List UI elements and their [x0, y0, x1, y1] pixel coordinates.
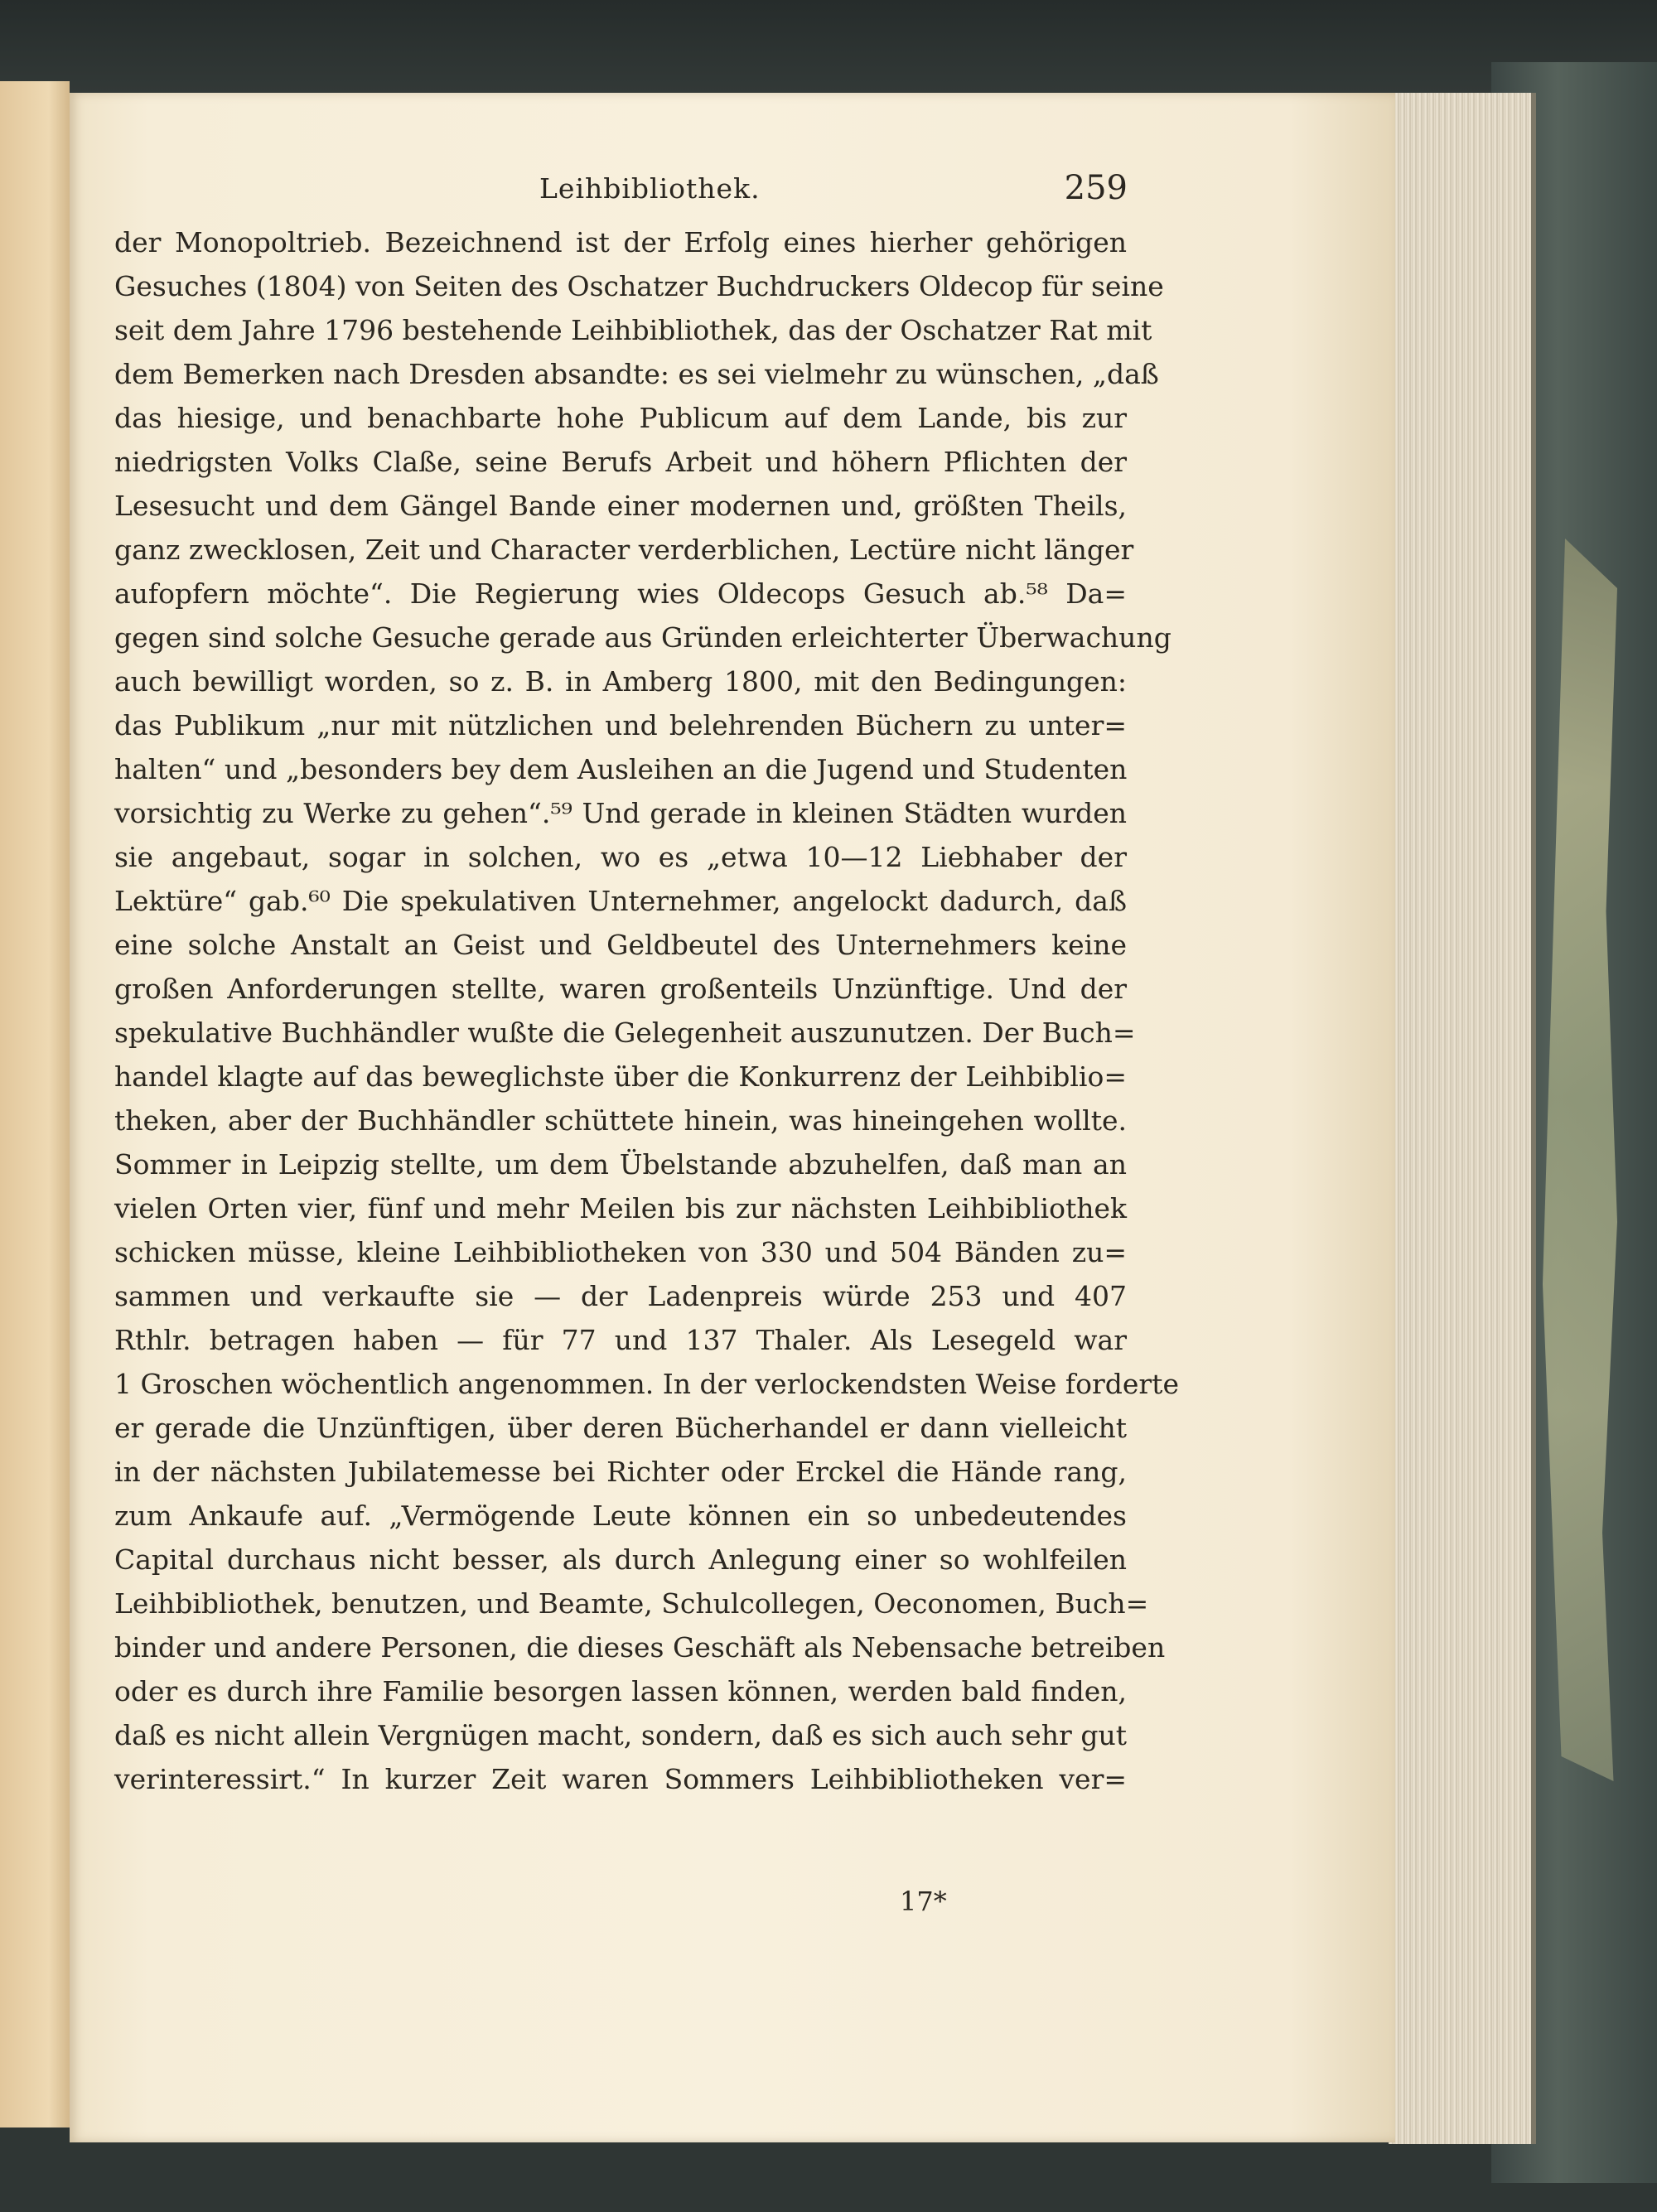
text-line: Capital durchaus nicht besser, als durch Anlegung einer so wohlfeilen [114, 1543, 1127, 1576]
text-line: vielen Orten vier, fünf und mehr Meilen bis zur nächsten Leihbibliothek [114, 1192, 1127, 1224]
signature-mark: 17* [900, 1886, 947, 1917]
text-line: vorsichtig zu Werke zu gehen“.⁵⁹ Und gerade in kleinen Städten wurden [114, 797, 1127, 829]
text-line: gegen sind solche Gesuche gerade aus Gründen erleichterter Überwachung [114, 621, 1171, 654]
text-line: aufopfern möchte“. Die Regierung wies Oldecops Gesuch ab.⁵⁸ Da= [114, 577, 1127, 610]
text-line: auch bewilligt worden, so z. B. in Amberg 1800, mit den Bedingungen: [114, 665, 1127, 698]
text-line: ganz zwecklosen, Zeit und Character verderblichen, Lectüre nicht länger [114, 534, 1134, 566]
text-line: halten“ und „besonders bey dem Ausleihen an die Jugend und Studenten [114, 753, 1128, 785]
text-line: niedrigsten Volks Claße, seine Berufs Arbeit und höhern Pflichten der [114, 446, 1127, 478]
text-line: daß es nicht allein Vergnügen macht, sondern, daß es sich auch sehr gut [114, 1719, 1127, 1751]
text-line: Gesuches (1804) von Seiten des Oschatzer Buchdruckers Oldecop für seine [114, 270, 1164, 302]
text-line: Rthlr. betragen haben — für 77 und 137 Thaler. Als Lesegeld war [114, 1324, 1127, 1356]
text-line: theken, aber der Buchhändler schüttete hinein, was hineingehen wollte. [114, 1104, 1127, 1137]
text-line: sie angebaut, sogar in solchen, wo es „etwa 10—12 Liebhaber der [114, 841, 1127, 873]
text-line: handel klagte auf das beweglichste über die Konkurrenz der Leihbiblio= [114, 1060, 1127, 1093]
text-line: das hiesige, und benachbarte hohe Publicum auf dem Lande, bis zur [114, 402, 1127, 434]
text-line: seit dem Jahre 1796 bestehende Leihbibliothek, das der Oschatzer Rat mit [114, 314, 1152, 346]
text-line: der Monopoltrieb. Bezeichnend ist der Erfolg eines hierher gehörigen [114, 226, 1127, 258]
text-line: binder und andere Personen, die dieses Geschäft als Nebensache betreiben [114, 1631, 1166, 1664]
page-block-edges [1389, 93, 1536, 2144]
text-line: Leihbibliothek, benutzen, und Beamte, Schulcollegen, Oeconomen, Buch= [114, 1587, 1149, 1620]
running-title: Leihbibliothek. [539, 172, 761, 205]
text-line: er gerade die Unzünftigen, über deren Bücherhandel er dann vielleicht [114, 1412, 1127, 1444]
text-line: oder es durch ihre Familie besorgen lassen können, werden bald finden, [114, 1675, 1127, 1707]
text-line: Lesesucht und dem Gängel Bande einer modernen und, größten Theils, [114, 490, 1127, 522]
text-line: in der nächsten Jubilatemesse bei Richter oder Erckel die Hände rang, [114, 1456, 1127, 1488]
body-text [114, 220, 1179, 1801]
text-line: spekulative Buchhändler wußte die Gelegenheit auszunutzen. Der Buch= [114, 1017, 1136, 1049]
text-line: verinteressirt.“ In kurzer Zeit waren Sommers Leihbibliotheken ver= [114, 1763, 1127, 1795]
text-line: eine solche Anstalt an Geist und Geldbeutel des Unternehmers keine [114, 929, 1127, 961]
text-line: Lektüre“ gab.⁶⁰ Die spekulativen Unternehmer, angelockt dadurch, daß [114, 885, 1127, 917]
text-line: großen Anforderungen stellte, waren großenteils Unzünftige. Und der [114, 973, 1127, 1005]
text-line: sammen und verkaufte sie — der Ladenpreis würde 253 und 407 [114, 1280, 1127, 1312]
facing-page-edge [0, 81, 70, 2127]
text-line: zum Ankaufe auf. „Vermögende Leute können ein so unbedeutendes [114, 1500, 1127, 1532]
dark-backdrop [0, 0, 1657, 99]
text-line: 1 Groschen wöchentlich angenommen. In der verlockendsten Weise forderte [114, 1368, 1179, 1400]
text-line: dem Bemerken nach Dresden absandte: es sei vielmehr zu wünschen, „daß [114, 358, 1159, 390]
text-line: das Publikum „nur mit nützlichen und belehrenden Büchern zu unter= [114, 709, 1127, 741]
running-head [117, 169, 1128, 222]
page-number: 259 [1064, 169, 1128, 207]
text-line: Sommer in Leipzig stellte, um dem Übelstande abzuhelfen, daß man an [114, 1148, 1127, 1181]
text-line: schicken müsse, kleine Leihbibliotheken von 330 und 504 Bänden zu= [114, 1236, 1127, 1268]
